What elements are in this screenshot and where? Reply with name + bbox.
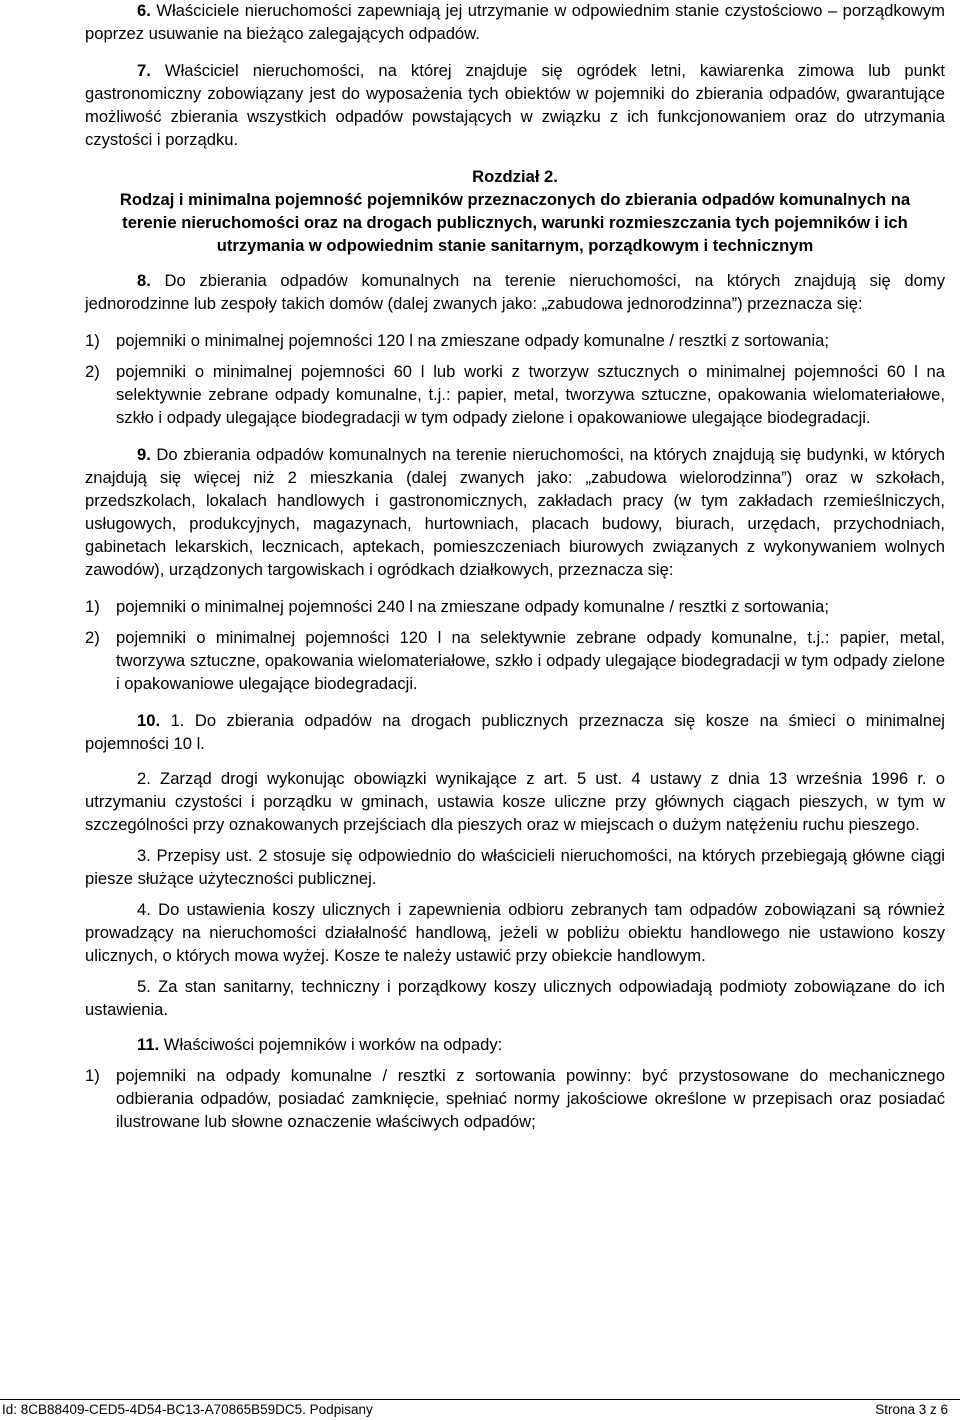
document-id: Id: 8CB88409-CED5-4D54-BC13-A70865B59DC5. Podpisany bbox=[2, 1402, 373, 1417]
section-9-number: 9. bbox=[137, 445, 151, 464]
section-7-text: Właściciel nieruchomości, na której znajduje się ogródek letni, kawiarenka zimowa lub punkt gastronomiczny zobowiązany jest do wyposażenia tych obiektów w pojemniki do zbierania odpadów, gwarantujące możliwość zbierania wszystkich odpadów powstających w związku z ich funkcjonowaniem oraz do utrzymania czystości i porządku. bbox=[85, 61, 945, 149]
list-item bbox=[85, 360, 945, 429]
list-item-number: 1) bbox=[85, 597, 100, 616]
section-10-paragraph-5: 5. Za stan sanitarny, techniczny i porządkowy koszy ulicznych odpowiadają podmioty zobowiązane do ich ustawienia. bbox=[85, 977, 945, 1019]
section-10-paragraph-1 bbox=[85, 709, 945, 755]
list-item bbox=[85, 1064, 945, 1133]
list-item-number: 2) bbox=[85, 628, 100, 647]
section-11-text: Właściwości pojemników i worków na odpady: bbox=[163, 1035, 503, 1054]
section-10-paragraph-2: 2. Zarząd drogi wykonując obowiązki wynikające z art. 5 ust. 4 ustawy z dnia 13 września 1996 r. o utrzymaniu czystości i porządku w gminach, ustawia kosze uliczne przy głównych ciągach pieszych, w tym w szczególności przy oznakowanych przejściach dla pieszych oraz w miejscach o dużym natężeniu ruchu pieszego. bbox=[85, 769, 945, 834]
section-11-number: 11. bbox=[137, 1035, 160, 1054]
section-10-number: 10. bbox=[137, 711, 161, 730]
page-footer bbox=[0, 1399, 960, 1420]
section-7 bbox=[85, 59, 945, 151]
document-page bbox=[85, 0, 945, 1133]
chapter-label: Rozdział 2. bbox=[472, 167, 558, 186]
section-9-text: Do zbierania odpadów komunalnych na terenie nieruchomości, na których znajdują się budynki, w których znajdują się więcej niż 2 mieszkania (dalej zwanych jako: „zabudowa wielorodzinna”) oraz w szkołach, przedszkolach, lokalach handlowych i gastronomicznych, zakładach pracy (w tym zakładach rzemieślniczych, usługowych, produkcyjnych, magazynach, hurtowniach, placach budowy, biurach, urzędach, przychodniach, gabinetach lekarskich, lecznicach, aptekach, pomieszczeniach biurowych związanych z wykonywaniem wolnych zawodów), urządzonych targowiskach i ogródkach działkowych, przeznacza się: bbox=[85, 445, 945, 579]
chapter-title: Rodzaj i minimalna pojemność pojemników przeznaczonych do zbierania odpadów komunalnych na terenie nieruchomości oraz na drogach publicznych, warunki rozmieszczania tych pojemników i ich utrzymania w odpowiednim stanie sanitarnym, porządkowym i technicznym bbox=[119, 190, 911, 255]
list-item-number: 1) bbox=[85, 331, 100, 350]
section-9 bbox=[85, 443, 945, 581]
section-11 bbox=[85, 1033, 945, 1056]
list-item bbox=[85, 329, 945, 352]
section-10-text-1: 1. Do zbierania odpadów na drogach publicznych przeznacza się kosze na śmieci o minimalnej pojemności 10 l. bbox=[85, 711, 945, 753]
section-8-text: Do zbierania odpadów komunalnych na terenie nieruchomości, na których znajdują się domy jednorodzinne lub zespoły takich domów (dalej zwanych jako: „zabudowa jednorodzinna”) przeznacza się: bbox=[85, 271, 945, 313]
section-10-paragraph-3: 3. Przepisy ust. 2 stosuje się odpowiednio do właścicieli nieruchomości, na których przebiegają główne ciągi piesze służące użyteczności publicznej. bbox=[85, 846, 945, 888]
section-6-number: 6. bbox=[137, 1, 151, 20]
page-number: Strona 3 z 6 bbox=[875, 1402, 948, 1417]
section-8 bbox=[85, 269, 945, 315]
section-6-text: Właściciele nieruchomości zapewniają jej utrzymanie w odpowiednim stanie czystościowo – porządkowym poprzez usuwanie na bieżąco zalegających odpadów. bbox=[85, 1, 945, 43]
list-item-number: 1) bbox=[85, 1066, 100, 1085]
list-item-text: pojemniki o minimalnej pojemności 240 l na zmieszane odpady komunalne / resztki z sortowania; bbox=[116, 597, 829, 616]
list-item-text: pojemniki na odpady komunalne / resztki z sortowania powinny: być przystosowane do mechanicznego odbierania odpadów, posiadać zamknięcie, spełniać normy jakościowe określone w przepisach oraz posiadać ilustrowane lub słowne oznaczenie właściwych odpadów; bbox=[116, 1066, 945, 1131]
list-item bbox=[85, 626, 945, 695]
section-6 bbox=[85, 0, 945, 45]
section-7-number: 7. bbox=[137, 61, 151, 80]
list-item-text: pojemniki o minimalnej pojemności 120 l na zmieszane odpady komunalne / resztki z sortowania; bbox=[116, 331, 829, 350]
list-item-number: 2) bbox=[85, 362, 100, 381]
list-item-text: pojemniki o minimalnej pojemności 60 l lub worki z tworzyw sztucznych o minimalnej pojemności 60 l na selektywnie zebrane odpady komunalne, t.j.: papier, metal, tworzywa sztuczne, opakowania wielomateriałowe, szkło i odpady ulegające biodegradacji w tym odpady zielone i opakowaniowe ulegające biodegradacji. bbox=[116, 362, 945, 427]
section-8-number: 8. bbox=[137, 271, 151, 290]
section-10-paragraph-4: 4. Do ustawienia koszy ulicznych i zapewnienia odbioru zebranych tam odpadów zobowiązani są również prowadzący na nieruchomości działalność handlową, jeżeli w pobliżu obiektu handlowego nie ustawiono koszy ulicznych, o których mowa wyżej. Kosze te należy ustawić przy obiekcie handlowym. bbox=[85, 900, 945, 965]
list-item bbox=[85, 595, 945, 618]
list-item-text: pojemniki o minimalnej pojemności 120 l na selektywnie zebrane odpady komunalne, t.j.: papier, metal, tworzywa sztuczne, opakowania wielomateriałowe, szkło i odpady ulegające biodegradacji w tym odpady zielone i opakowaniowe ulegające biodegradacji. bbox=[116, 628, 945, 693]
